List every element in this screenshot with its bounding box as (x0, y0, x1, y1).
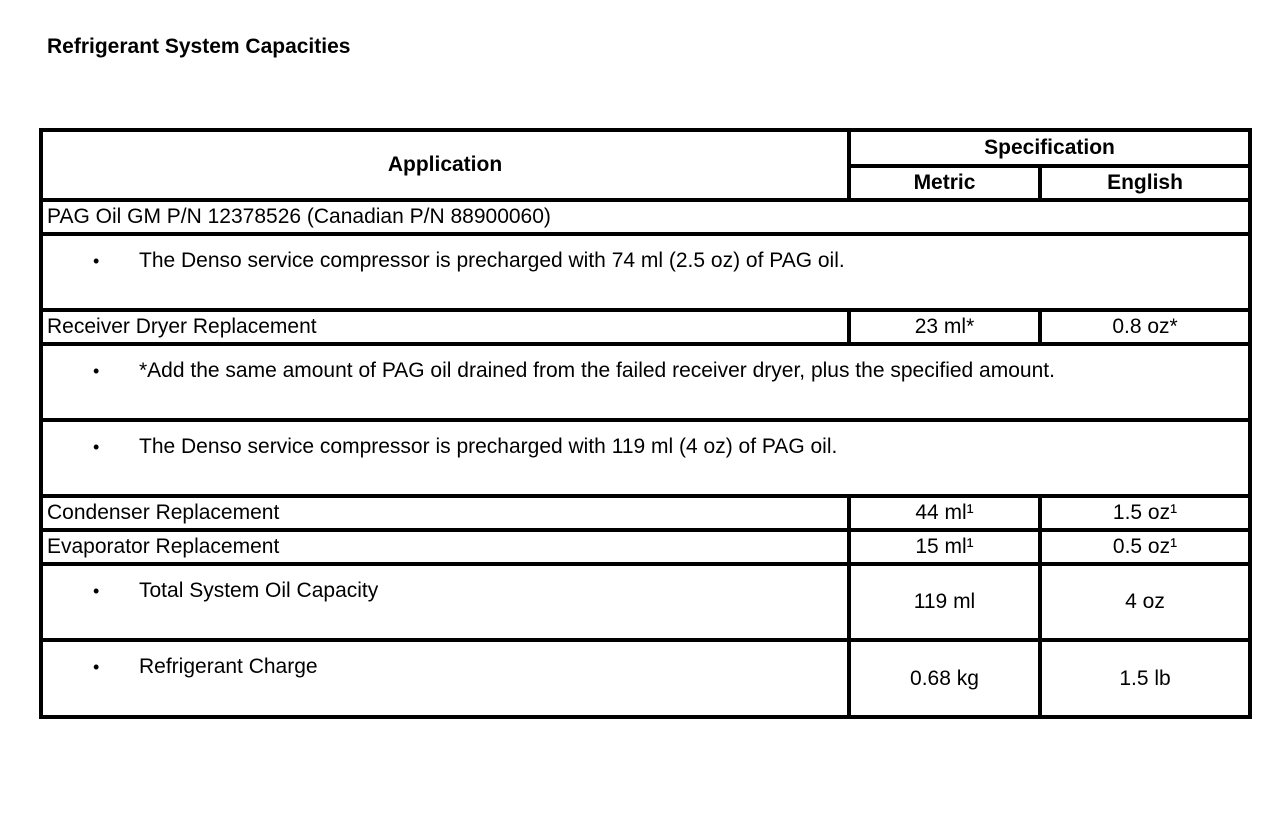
condenser-label: Condenser Replacement (41, 496, 849, 530)
capacities-table (39, 128, 1252, 719)
metric-header: Metric (849, 166, 1040, 200)
application-header: Application (41, 130, 849, 200)
table-row (41, 420, 1250, 496)
condenser-english: 1.5 oz¹ (1040, 496, 1250, 530)
condenser-metric: 44 ml¹ (849, 496, 1040, 530)
english-header: English (1040, 166, 1250, 200)
receiver-metric: 23 ml* (849, 310, 1040, 344)
table-header-row (41, 130, 1250, 166)
note-cell (41, 420, 1250, 496)
refrigerant-label: Refrigerant Charge (139, 655, 318, 678)
page-title: Refrigerant System Capacities (47, 35, 351, 58)
bullet-icon: • (93, 437, 100, 457)
refrigerant-metric: 0.68 kg (849, 640, 1040, 717)
evaporator-label: Evaporator Replacement (41, 530, 849, 564)
table-row (41, 200, 1250, 234)
table-row (41, 496, 1250, 530)
table-row (41, 530, 1250, 564)
total-oil-english: 4 oz (1040, 564, 1250, 640)
total-oil-label: Total System Oil Capacity (139, 579, 379, 602)
bullet-icon: • (93, 581, 100, 601)
total-oil-label-cell (41, 564, 849, 640)
note-text: The Denso service compressor is precharged with 119 ml (4 oz) of PAG oil. (139, 435, 838, 458)
table-row (41, 344, 1250, 420)
receiver-english: 0.8 oz* (1040, 310, 1250, 344)
bullet-icon: • (93, 361, 100, 381)
table-row (41, 564, 1250, 640)
note-cell (41, 234, 1250, 310)
evaporator-metric: 15 ml¹ (849, 530, 1040, 564)
pag-oil-label: PAG Oil GM P/N 12378526 (Canadian P/N 88900060) (41, 200, 1250, 234)
bullet-icon: • (93, 251, 100, 271)
evaporator-english: 0.5 oz¹ (1040, 530, 1250, 564)
table-row (41, 640, 1250, 717)
table-row (41, 234, 1250, 310)
total-oil-metric: 119 ml (849, 564, 1040, 640)
refrigerant-english: 1.5 lb (1040, 640, 1250, 717)
receiver-label: Receiver Dryer Replacement (41, 310, 849, 344)
note-cell (41, 344, 1250, 420)
refrigerant-label-cell (41, 640, 849, 717)
bullet-icon: • (93, 657, 100, 677)
specification-header: Specification (849, 130, 1250, 166)
note-text: The Denso service compressor is precharged with 74 ml (2.5 oz) of PAG oil. (139, 249, 845, 272)
table-row (41, 310, 1250, 344)
note-text: *Add the same amount of PAG oil drained from the failed receiver dryer, plus the specified amount. (139, 359, 1055, 382)
